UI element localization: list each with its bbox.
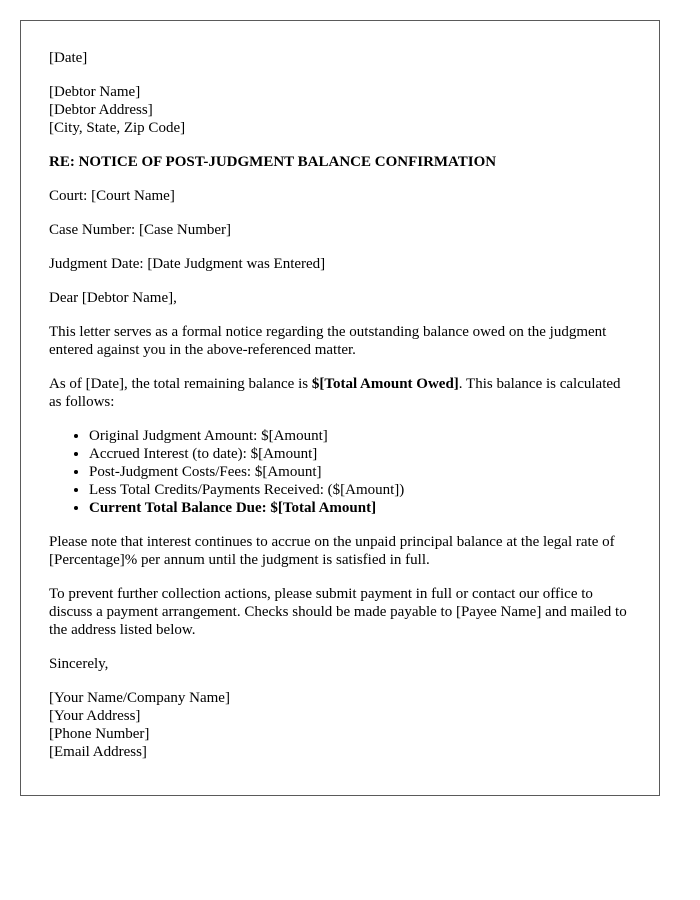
balance-paragraph — [49, 375, 631, 411]
total-amount-owed: $[Total Amount Owed] — [311, 376, 459, 392]
debtor-name: [Debtor Name] — [49, 84, 141, 100]
payment-paragraph: To prevent further collection actions, please submit payment in full or contact our office to discuss a payment arrangement. Checks should be made payable to [Payee Name] and mailed to the address listed below. — [49, 586, 627, 638]
sender-signature-block — [49, 689, 631, 761]
closing: Sincerely, — [49, 656, 109, 672]
balance-prefix: As of [Date], the total remaining balance is — [49, 376, 312, 392]
debtor-city-state-zip: [City, State, Zip Code] — [49, 120, 186, 136]
breakdown-item-original-judgment: • Original Judgment Amount: $[Amount] — [89, 427, 631, 445]
balance-suffix: . This balance is calculated as follows: — [49, 376, 621, 410]
judgment-date-line: Judgment Date: [Date Judgment was Entered] — [49, 256, 326, 272]
debtor-address-block — [49, 83, 631, 137]
sender-name: [Your Name/Company Name] — [49, 690, 230, 706]
letter-document — [20, 20, 660, 796]
breakdown-item-current-total: • Current Total Balance Due: $[Total Amount] — [89, 499, 631, 517]
subject-line: RE: NOTICE OF POST-JUDGMENT BALANCE CONFIRMATION — [49, 154, 497, 170]
case-number-line: Case Number: [Case Number] — [49, 222, 232, 238]
interest-paragraph: Please note that interest continues to accrue on the unpaid principal balance at the legal rate of [Percentage]% per annum until the judgment is satisfied in full. — [49, 534, 615, 568]
sender-address: [Your Address] — [49, 708, 141, 724]
intro-paragraph: This letter serves as a formal notice regarding the outstanding balance owed on the judgment entered against you in the above-referenced matter. — [49, 324, 607, 358]
letter-date: [Date] — [49, 50, 88, 66]
sender-email: [Email Address] — [49, 744, 147, 760]
balance-breakdown-list — [49, 427, 631, 517]
court-line: Court: [Court Name] — [49, 188, 175, 204]
sender-phone: [Phone Number] — [49, 726, 150, 742]
salutation: Dear [Debtor Name], — [49, 290, 177, 306]
breakdown-item-accrued-interest: • Accrued Interest (to date): $[Amount] — [89, 445, 631, 463]
debtor-address: [Debtor Address] — [49, 102, 153, 118]
breakdown-item-costs-fees: • Post-Judgment Costs/Fees: $[Amount] — [89, 463, 631, 481]
breakdown-item-credits-payments: • Less Total Credits/Payments Received: ($[Amount]) — [89, 481, 631, 499]
